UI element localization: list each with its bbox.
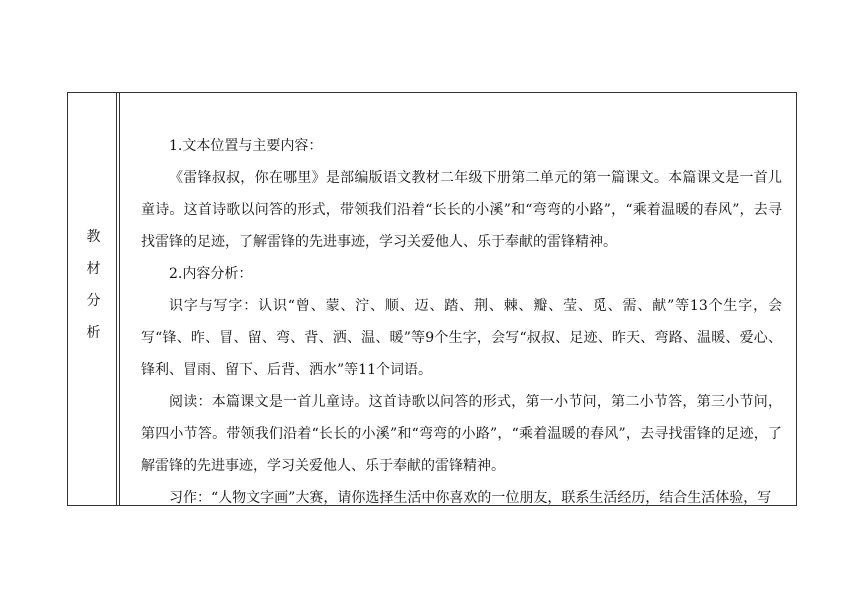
content-cell xyxy=(120,93,796,505)
content-body xyxy=(141,130,782,505)
section-label-char: 材 xyxy=(86,261,101,277)
paragraph-reading: 阅读：本篇课文是一首儿童诗。这首诗歌以问答的形式，第一小节问，第二小节答，第三小节问，第四小节答。带领我们沿着“长长的小溪”和“弯弯的小路”，“乘着温暖的春风”，去寻找雷锋的足迹，了解雷锋的先进事迹，学习关爱他人、乐于奉献的雷锋精神。 xyxy=(141,394,782,474)
section-label-char: 析 xyxy=(86,325,101,341)
paragraph-writing: 习作：“人物文字画”大赛，请你选择生活中你喜欢的一位朋友，联系生活经历，结合生活体验，写 xyxy=(169,490,772,505)
section-label-char: 教 xyxy=(86,229,101,245)
section-label-cell xyxy=(68,93,120,505)
analysis-table xyxy=(67,92,797,506)
paragraph-literacy: 识字与写字：认识“曾、蒙、泞、顺、迈、踏、荆、棘、瓣、莹、觅、需、献”等13个生字，会写“锋、昨、冒、留、弯、背、洒、温、暖”等9个生字，会写“叔叔、足迹、昨天、弯路、温暖、爱心、锋利、冒雨、留下、后背、洒水”等11个词语。 xyxy=(141,298,782,378)
heading-content-analysis: 2.内容分析： xyxy=(169,266,253,282)
heading-text-position: 1.文本位置与主要内容： xyxy=(169,138,323,154)
section-label-char: 分 xyxy=(86,293,101,309)
section-label xyxy=(68,221,119,349)
paragraph-main-content: 《雷锋叔叔，你在哪里》是部编版语文教材二年级下册第二单元的第一篇课文。本篇课文是一首儿童诗。这首诗歌以问答的形式，带领我们沿着“长长的小溪”和“弯弯的小路”，“乘着温暖的春风”，去寻找雷锋的足迹，了解雷锋的先进事迹，学习关爱他人、乐于奉献的雷锋精神。 xyxy=(141,170,782,250)
